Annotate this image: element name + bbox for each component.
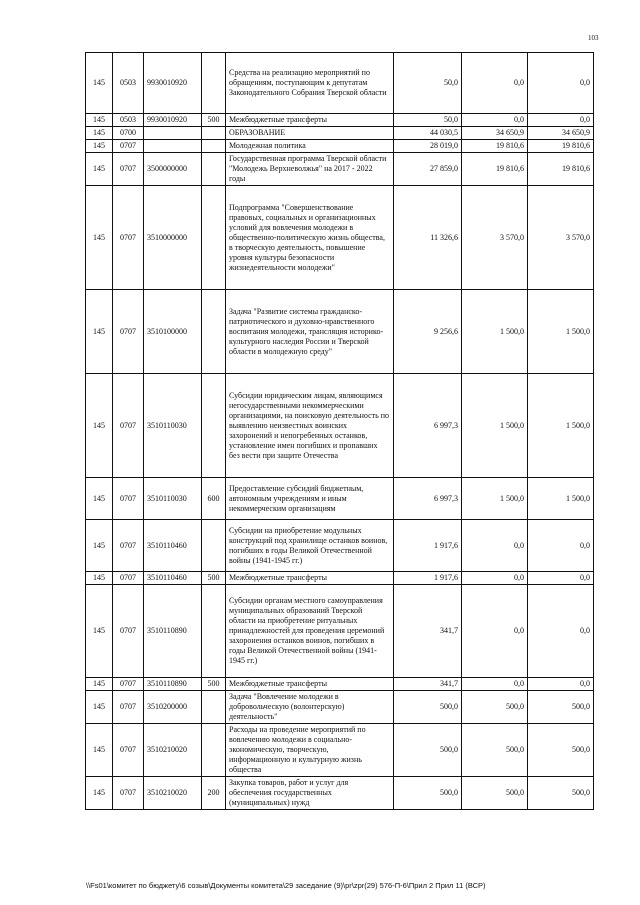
- name-cell: Задача "Развитие системы гражданско-патриотического и духовно-нравственного воспитания молодежи, трансляция историко-культурного наследия России и Тверской области в молодежную среду": [226, 290, 394, 374]
- table-row: [86, 374, 594, 478]
- expense-type-cell: [202, 186, 226, 290]
- amount-cell-1: 27 859,0: [394, 153, 462, 186]
- expense-type-cell: [202, 520, 226, 572]
- expense-type-cell: 500: [202, 678, 226, 691]
- amount-cell-3: 1 500,0: [528, 290, 594, 374]
- amount-cell-1: 50,0: [394, 114, 462, 127]
- section-cell: 0707: [113, 153, 144, 186]
- table-row: [86, 140, 594, 153]
- expense-type-cell: 500: [202, 572, 226, 585]
- amount-cell-1: 500,0: [394, 691, 462, 724]
- table-row: [86, 53, 594, 114]
- amount-cell-2: 500,0: [462, 777, 528, 810]
- amount-cell-1: 11 326,6: [394, 186, 462, 290]
- name-cell: Расходы на проведение мероприятий по вовлечению молодежи в социально-экономическую, творческую, информационную и культурную жизнь общества: [226, 724, 394, 777]
- article-cell: 9930010920: [144, 114, 202, 127]
- article-cell: 3510110460: [144, 520, 202, 572]
- name-cell: Межбюджетные трансферты: [226, 572, 394, 585]
- section-cell: 0503: [113, 53, 144, 114]
- code-cell: 145: [86, 186, 113, 290]
- section-cell: 0707: [113, 572, 144, 585]
- code-cell: 145: [86, 585, 113, 678]
- code-cell: 145: [86, 53, 113, 114]
- code-cell: 145: [86, 520, 113, 572]
- name-cell: Субсидии юридическим лицам, являющимся негосударственными некоммерческими организациями, на поисковую деятельность по выявлению неизвестных воинских захоронений и непогребенных останков, установление имен погибших и пропавших без вести при защите Отечества: [226, 374, 394, 478]
- article-cell: [144, 127, 202, 140]
- article-cell: 3510000000: [144, 186, 202, 290]
- amount-cell-1: 6 997,3: [394, 374, 462, 478]
- article-cell: 3510110460: [144, 572, 202, 585]
- amount-cell-3: 500,0: [528, 724, 594, 777]
- article-cell: 3510110890: [144, 678, 202, 691]
- name-cell: Подпрограмма "Совершенствование правовых, социальных и организационных условий для вовлечения молодежи в общественно-политическую жизнь общества, в творческую деятельность, повышение уровня культуры безопасности жизнедеятельности молодежи": [226, 186, 394, 290]
- amount-cell-2: 1 500,0: [462, 374, 528, 478]
- table-row: [86, 585, 594, 678]
- table-row: [86, 572, 594, 585]
- amount-cell-2: 0,0: [462, 520, 528, 572]
- section-cell: 0707: [113, 140, 144, 153]
- expense-type-cell: [202, 127, 226, 140]
- code-cell: 145: [86, 374, 113, 478]
- section-cell: 0707: [113, 724, 144, 777]
- table-row: [86, 127, 594, 140]
- table-row: [86, 186, 594, 290]
- section-cell: 0707: [113, 691, 144, 724]
- code-cell: 145: [86, 127, 113, 140]
- name-cell: Средства на реализацию мероприятий по обращениям, поступающим к депутатам Законодательного Собрания Тверской области: [226, 53, 394, 114]
- name-cell: Субсидии органам местного самоуправления муниципальных образований Тверской области на приобретение ритуальных принадлежностей для проведения церемоний захоронения останков воинов, погибших в годы Великой Отечественной войны (1941-1945 гг.): [226, 585, 394, 678]
- amount-cell-3: 34 650,9: [528, 127, 594, 140]
- article-cell: 3510210020: [144, 777, 202, 810]
- section-cell: 0503: [113, 114, 144, 127]
- amount-cell-3: 0,0: [528, 585, 594, 678]
- amount-cell-3: 3 570,0: [528, 186, 594, 290]
- table-row: [86, 114, 594, 127]
- amount-cell-2: 19 810,6: [462, 153, 528, 186]
- amount-cell-1: 341,7: [394, 678, 462, 691]
- amount-cell-1: 1 917,6: [394, 572, 462, 585]
- code-cell: 145: [86, 691, 113, 724]
- file-path-footer: \\Fs01\комитет по бюджету\6 созыв\Документы комитета\29 заседание (9)\pr\zpr(29) 576-П-6\Прил 2 Прил 11 (ВСР): [86, 881, 486, 890]
- article-cell: 3510200000: [144, 691, 202, 724]
- amount-cell-2: 19 810,6: [462, 140, 528, 153]
- amount-cell-2: 3 570,0: [462, 186, 528, 290]
- amount-cell-2: 500,0: [462, 724, 528, 777]
- expense-type-cell: [202, 290, 226, 374]
- amount-cell-1: 28 019,0: [394, 140, 462, 153]
- table-row: [86, 520, 594, 572]
- expense-type-cell: [202, 724, 226, 777]
- code-cell: 145: [86, 153, 113, 186]
- section-cell: 0707: [113, 478, 144, 520]
- section-cell: 0707: [113, 585, 144, 678]
- expense-type-cell: [202, 140, 226, 153]
- amount-cell-3: 1 500,0: [528, 374, 594, 478]
- section-cell: 0707: [113, 777, 144, 810]
- table-row: [86, 777, 594, 810]
- amount-cell-3: 19 810,6: [528, 140, 594, 153]
- name-cell: Межбюджетные трансферты: [226, 114, 394, 127]
- code-cell: 145: [86, 724, 113, 777]
- section-cell: 0707: [113, 678, 144, 691]
- table-row: [86, 678, 594, 691]
- table-row: [86, 478, 594, 520]
- article-cell: [144, 140, 202, 153]
- expense-type-cell: [202, 585, 226, 678]
- amount-cell-1: 1 917,6: [394, 520, 462, 572]
- code-cell: 145: [86, 478, 113, 520]
- code-cell: 145: [86, 572, 113, 585]
- table-row: [86, 153, 594, 186]
- section-cell: 0707: [113, 520, 144, 572]
- section-cell: 0700: [113, 127, 144, 140]
- article-cell: 9930010920: [144, 53, 202, 114]
- name-cell: ОБРАЗОВАНИЕ: [226, 127, 394, 140]
- code-cell: 145: [86, 777, 113, 810]
- amount-cell-1: 500,0: [394, 724, 462, 777]
- table-row: [86, 290, 594, 374]
- expense-type-cell: [202, 691, 226, 724]
- amount-cell-3: 0,0: [528, 520, 594, 572]
- amount-cell-3: 1 500,0: [528, 478, 594, 520]
- amount-cell-3: 0,0: [528, 114, 594, 127]
- amount-cell-2: 0,0: [462, 585, 528, 678]
- amount-cell-2: 0,0: [462, 53, 528, 114]
- article-cell: 3510110890: [144, 585, 202, 678]
- amount-cell-2: 1 500,0: [462, 478, 528, 520]
- amount-cell-2: 0,0: [462, 114, 528, 127]
- amount-cell-1: 341,7: [394, 585, 462, 678]
- amount-cell-1: 50,0: [394, 53, 462, 114]
- expense-type-cell: [202, 153, 226, 186]
- expense-type-cell: 600: [202, 478, 226, 520]
- name-cell: Закупка товаров, работ и услуг для обеспечения государственных (муниципальных) нужд: [226, 777, 394, 810]
- name-cell: Государственная программа Тверской области "Молодежь Верхневолжья" на 2017 - 2022 годы: [226, 153, 394, 186]
- expense-type-cell: [202, 53, 226, 114]
- table-row: [86, 724, 594, 777]
- section-cell: 0707: [113, 290, 144, 374]
- amount-cell-3: 0,0: [528, 53, 594, 114]
- amount-cell-2: 0,0: [462, 572, 528, 585]
- article-cell: 3510110030: [144, 478, 202, 520]
- amount-cell-1: 9 256,6: [394, 290, 462, 374]
- amount-cell-2: 34 650,9: [462, 127, 528, 140]
- code-cell: 145: [86, 114, 113, 127]
- name-cell: Предоставление субсидий бюджетным, автономным учреждениям и иным некоммерческим организациям: [226, 478, 394, 520]
- amount-cell-1: 500,0: [394, 777, 462, 810]
- code-cell: 145: [86, 290, 113, 374]
- code-cell: 145: [86, 140, 113, 153]
- page-number: 103: [588, 34, 599, 42]
- article-cell: 3510110030: [144, 374, 202, 478]
- article-cell: 3510100000: [144, 290, 202, 374]
- amount-cell-2: 0,0: [462, 678, 528, 691]
- amount-cell-3: 500,0: [528, 691, 594, 724]
- budget-table: [85, 52, 594, 810]
- section-cell: 0707: [113, 186, 144, 290]
- amount-cell-2: 1 500,0: [462, 290, 528, 374]
- table-row: [86, 691, 594, 724]
- amount-cell-3: 0,0: [528, 572, 594, 585]
- expense-type-cell: 500: [202, 114, 226, 127]
- name-cell: Межбюджетные трансферты: [226, 678, 394, 691]
- amount-cell-1: 6 997,3: [394, 478, 462, 520]
- amount-cell-1: 44 030,5: [394, 127, 462, 140]
- name-cell: Задача "Вовлечение молодежи в добровольческую (волонтерскую) деятельность": [226, 691, 394, 724]
- expense-type-cell: [202, 374, 226, 478]
- name-cell: Субсидии на приобретение модульных конструкций под хранилище останков воинов, погибших в годы Великой Отечественной войны (1941-1945 гг.): [226, 520, 394, 572]
- name-cell: Молодежная политика: [226, 140, 394, 153]
- article-cell: 3510210020: [144, 724, 202, 777]
- amount-cell-3: 0,0: [528, 678, 594, 691]
- section-cell: 0707: [113, 374, 144, 478]
- article-cell: 3500000000: [144, 153, 202, 186]
- code-cell: 145: [86, 678, 113, 691]
- amount-cell-3: 19 810,6: [528, 153, 594, 186]
- amount-cell-3: 500,0: [528, 777, 594, 810]
- amount-cell-2: 500,0: [462, 691, 528, 724]
- expense-type-cell: 200: [202, 777, 226, 810]
